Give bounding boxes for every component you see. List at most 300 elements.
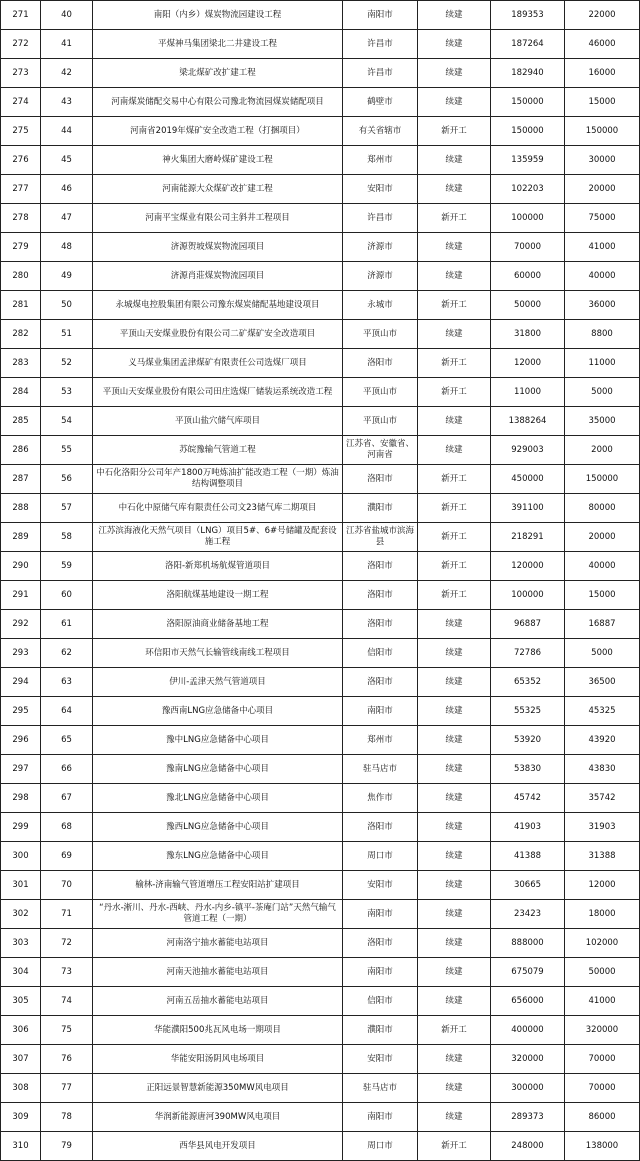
total-investment-cell: 41388 [491,842,565,871]
location-cell: 许昌市 [343,59,418,88]
project-name-cell: 伊川-孟津天然气管道项目 [93,668,343,697]
table-row [1,320,640,349]
serial-cell: 297 [1,755,41,784]
total-investment-cell: 150000 [491,88,565,117]
total-investment-cell: 11000 [491,378,565,407]
serial-cell: 308 [1,1074,41,1103]
total-investment-cell: 53830 [491,755,565,784]
location-cell: 安阳市 [343,175,418,204]
table-row [1,871,640,900]
construction-type-cell: 续建 [418,1103,491,1132]
project-name-cell: 义马煤业集团孟津煤矿有限责任公司选煤厂项目 [93,349,343,378]
annual-plan-cell: 138000 [565,1132,640,1161]
construction-type-cell: 续建 [418,436,491,465]
serial-cell: 271 [1,1,41,30]
category-number-cell: 44 [41,117,93,146]
project-name-cell: 南阳（内乡）煤炭物流园建设工程 [93,1,343,30]
construction-type-cell: 续建 [418,1074,491,1103]
location-cell: 平顶山市 [343,320,418,349]
table-row [1,88,640,117]
total-investment-cell: 135959 [491,146,565,175]
category-number-cell: 66 [41,755,93,784]
total-investment-cell: 100000 [491,581,565,610]
project-name-cell: 西华县风电开发项目 [93,1132,343,1161]
serial-cell: 298 [1,784,41,813]
location-cell: 许昌市 [343,204,418,233]
serial-cell: 307 [1,1045,41,1074]
annual-plan-cell: 15000 [565,88,640,117]
location-cell: 濮阳市 [343,1016,418,1045]
location-cell: 许昌市 [343,30,418,59]
location-cell: 周口市 [343,1132,418,1161]
location-cell: 信阳市 [343,639,418,668]
serial-cell: 302 [1,900,41,929]
category-number-cell: 65 [41,726,93,755]
serial-cell: 280 [1,262,41,291]
construction-type-cell: 续建 [418,726,491,755]
project-name-cell: 洛阳原油商业储备基地工程 [93,610,343,639]
annual-plan-cell: 16887 [565,610,640,639]
total-investment-cell: 182940 [491,59,565,88]
project-name-cell: 梁北煤矿改扩建工程 [93,59,343,88]
category-number-cell: 71 [41,900,93,929]
table-row [1,233,640,262]
location-cell: 郑州市 [343,726,418,755]
construction-type-cell: 续建 [418,88,491,117]
serial-cell: 296 [1,726,41,755]
annual-plan-cell: 2000 [565,436,640,465]
category-number-cell: 51 [41,320,93,349]
total-investment-cell: 929003 [491,436,565,465]
project-name-cell: 河南省2019年煤矿安全改造工程（打捆项目） [93,117,343,146]
annual-plan-cell: 40000 [565,262,640,291]
table-row [1,755,640,784]
annual-plan-cell: 5000 [565,378,640,407]
serial-cell: 287 [1,465,41,494]
location-cell: 南阳市 [343,958,418,987]
annual-plan-cell: 35000 [565,407,640,436]
location-cell: 平顶山市 [343,407,418,436]
serial-cell: 286 [1,436,41,465]
total-investment-cell: 41903 [491,813,565,842]
category-number-cell: 48 [41,233,93,262]
location-cell: 永城市 [343,291,418,320]
total-investment-cell: 72786 [491,639,565,668]
table-row [1,407,640,436]
annual-plan-cell: 20000 [565,175,640,204]
location-cell: 南阳市 [343,1,418,30]
project-name-cell: 平顶山天安煤业股份有限公司田庄选煤厂储装运系统改造工程 [93,378,343,407]
annual-plan-cell: 320000 [565,1016,640,1045]
project-name-cell: 豫北LNG应急储备中心项目 [93,784,343,813]
category-number-cell: 52 [41,349,93,378]
category-number-cell: 40 [41,1,93,30]
location-cell: 焦作市 [343,784,418,813]
total-investment-cell: 289373 [491,1103,565,1132]
total-investment-cell: 656000 [491,987,565,1016]
construction-type-cell: 续建 [418,813,491,842]
construction-type-cell: 新开工 [418,523,491,552]
table-row [1,436,640,465]
project-name-cell: 中石化洛阳分公司年产1800万吨炼油扩能改造工程（一期）炼油结构调整项目 [93,465,343,494]
location-cell: 洛阳市 [343,349,418,378]
location-cell: 江苏省盐城市滨海县 [343,523,418,552]
category-number-cell: 68 [41,813,93,842]
table-row [1,639,640,668]
total-investment-cell: 300000 [491,1074,565,1103]
total-investment-cell: 400000 [491,1016,565,1045]
construction-type-cell: 新开工 [418,581,491,610]
total-investment-cell: 100000 [491,204,565,233]
annual-plan-cell: 15000 [565,581,640,610]
project-name-cell: 河南天池抽水蓄能电站项目 [93,958,343,987]
category-number-cell: 47 [41,204,93,233]
construction-type-cell: 新开工 [418,349,491,378]
location-cell: 平顶山市 [343,378,418,407]
serial-cell: 295 [1,697,41,726]
table-row [1,494,640,523]
construction-type-cell: 新开工 [418,117,491,146]
location-cell: 洛阳市 [343,552,418,581]
construction-type-cell: 续建 [418,755,491,784]
table-row [1,610,640,639]
category-number-cell: 49 [41,262,93,291]
table-row [1,30,640,59]
construction-type-cell: 续建 [418,929,491,958]
annual-plan-cell: 43920 [565,726,640,755]
total-investment-cell: 391100 [491,494,565,523]
location-cell: 安阳市 [343,1045,418,1074]
total-investment-cell: 12000 [491,349,565,378]
annual-plan-cell: 12000 [565,871,640,900]
total-investment-cell: 96887 [491,610,565,639]
construction-type-cell: 续建 [418,1,491,30]
annual-plan-cell: 70000 [565,1045,640,1074]
location-cell: 鹤壁市 [343,88,418,117]
annual-plan-cell: 80000 [565,494,640,523]
construction-type-cell: 新开工 [418,204,491,233]
total-investment-cell: 189353 [491,1,565,30]
serial-cell: 300 [1,842,41,871]
total-investment-cell: 187264 [491,30,565,59]
category-number-cell: 67 [41,784,93,813]
annual-plan-cell: 5000 [565,639,640,668]
table-row [1,813,640,842]
category-number-cell: 70 [41,871,93,900]
category-number-cell: 58 [41,523,93,552]
serial-cell: 301 [1,871,41,900]
annual-plan-cell: 8800 [565,320,640,349]
project-name-cell: 华能安阳汤阴风电场项目 [93,1045,343,1074]
location-cell: 驻马店市 [343,1074,418,1103]
annual-plan-cell: 43830 [565,755,640,784]
total-investment-cell: 102203 [491,175,565,204]
construction-type-cell: 续建 [418,1045,491,1074]
annual-plan-cell: 31388 [565,842,640,871]
annual-plan-cell: 75000 [565,204,640,233]
location-cell: 洛阳市 [343,929,418,958]
total-investment-cell: 1388264 [491,407,565,436]
location-cell: 周口市 [343,842,418,871]
location-cell: 洛阳市 [343,610,418,639]
category-number-cell: 55 [41,436,93,465]
project-name-cell: 苏皖豫输气管道工程 [93,436,343,465]
serial-cell: 283 [1,349,41,378]
total-investment-cell: 23423 [491,900,565,929]
table-row [1,1045,640,1074]
table-row [1,552,640,581]
construction-type-cell: 新开工 [418,1132,491,1161]
construction-type-cell: 续建 [418,958,491,987]
serial-cell: 290 [1,552,41,581]
construction-type-cell: 续建 [418,175,491,204]
category-number-cell: 59 [41,552,93,581]
construction-type-cell: 续建 [418,900,491,929]
category-number-cell: 43 [41,88,93,117]
project-name-cell: 豫中LNG应急储备中心项目 [93,726,343,755]
table-row [1,1016,640,1045]
location-cell: 南阳市 [343,697,418,726]
category-number-cell: 60 [41,581,93,610]
total-investment-cell: 70000 [491,233,565,262]
category-number-cell: 73 [41,958,93,987]
table-row [1,900,640,929]
table-row [1,1103,640,1132]
project-name-cell: 华能濮阳500兆瓦风电场一期项目 [93,1016,343,1045]
project-name-cell: 河南煤炭储配交易中心有限公司豫北物流园煤炭储配项目 [93,88,343,117]
project-table-body [1,1,640,1161]
serial-cell: 310 [1,1132,41,1161]
serial-cell: 303 [1,929,41,958]
serial-cell: 279 [1,233,41,262]
project-name-cell: 济源肖莊煤炭物流园项目 [93,262,343,291]
category-number-cell: 75 [41,1016,93,1045]
category-number-cell: 74 [41,987,93,1016]
project-name-cell: 平煤神马集团梁北二井建设工程 [93,30,343,59]
serial-cell: 275 [1,117,41,146]
serial-cell: 292 [1,610,41,639]
serial-cell: 288 [1,494,41,523]
location-cell: 洛阳市 [343,813,418,842]
project-name-cell: 华润新能源唐河390MW风电项目 [93,1103,343,1132]
table-row [1,262,640,291]
project-name-cell: 中石化中原储气库有限责任公司文23储气库二期项目 [93,494,343,523]
category-number-cell: 61 [41,610,93,639]
serial-cell: 274 [1,88,41,117]
annual-plan-cell: 150000 [565,465,640,494]
total-investment-cell: 31800 [491,320,565,349]
table-row [1,378,640,407]
table-row [1,668,640,697]
project-name-cell: 洛阳-新郑机场航煤管道项目 [93,552,343,581]
project-name-cell: 河南平宝煤业有限公司主斜井工程项目 [93,204,343,233]
location-cell: 驻马店市 [343,755,418,784]
location-cell: 信阳市 [343,987,418,1016]
project-name-cell: 豫西南LNG应急储备中心项目 [93,697,343,726]
serial-cell: 293 [1,639,41,668]
total-investment-cell: 120000 [491,552,565,581]
construction-type-cell: 续建 [418,842,491,871]
annual-plan-cell: 18000 [565,900,640,929]
annual-plan-cell: 45325 [565,697,640,726]
annual-plan-cell: 102000 [565,929,640,958]
serial-cell: 299 [1,813,41,842]
table-row [1,842,640,871]
category-number-cell: 42 [41,59,93,88]
annual-plan-cell: 50000 [565,958,640,987]
project-name-cell: “丹水-淅川、丹水-西峡、丹水-内乡-镇平-茶庵门站”天然气输气管道工程（一期） [93,900,343,929]
serial-cell: 281 [1,291,41,320]
location-cell: 洛阳市 [343,465,418,494]
serial-cell: 282 [1,320,41,349]
project-name-cell: 平顶山天安煤业股份有限公司二矿煤矿安全改造项目 [93,320,343,349]
table-row [1,291,640,320]
category-number-cell: 72 [41,929,93,958]
serial-cell: 304 [1,958,41,987]
category-number-cell: 53 [41,378,93,407]
annual-plan-cell: 35742 [565,784,640,813]
location-cell: 济源市 [343,233,418,262]
serial-cell: 294 [1,668,41,697]
project-name-cell: 正阳远景智慧新能源350MW风电项目 [93,1074,343,1103]
table-row [1,726,640,755]
serial-cell: 309 [1,1103,41,1132]
construction-type-cell: 续建 [418,639,491,668]
location-cell: 郑州市 [343,146,418,175]
table-row [1,697,640,726]
project-name-cell: 永城煤电控股集团有限公司豫东煤炭储配基地建设项目 [93,291,343,320]
annual-plan-cell: 20000 [565,523,640,552]
total-investment-cell: 248000 [491,1132,565,1161]
annual-plan-cell: 31903 [565,813,640,842]
total-investment-cell: 45742 [491,784,565,813]
project-name-cell: 榆林-济南输气管道增压工程安阳站扩建项目 [93,871,343,900]
construction-type-cell: 续建 [418,30,491,59]
total-investment-cell: 675079 [491,958,565,987]
construction-type-cell: 续建 [418,320,491,349]
serial-cell: 306 [1,1016,41,1045]
table-row [1,1074,640,1103]
table-row [1,929,640,958]
serial-cell: 285 [1,407,41,436]
category-number-cell: 45 [41,146,93,175]
annual-plan-cell: 36500 [565,668,640,697]
location-cell: 南阳市 [343,1103,418,1132]
table-row [1,784,640,813]
category-number-cell: 77 [41,1074,93,1103]
category-number-cell: 76 [41,1045,93,1074]
total-investment-cell: 65352 [491,668,565,697]
project-name-cell: 河南洛宁抽水蓄能电站项目 [93,929,343,958]
annual-plan-cell: 70000 [565,1074,640,1103]
project-name-cell: 豫南LNG应急储备中心项目 [93,755,343,784]
construction-type-cell: 新开工 [418,291,491,320]
total-investment-cell: 50000 [491,291,565,320]
table-row [1,581,640,610]
location-cell: 南阳市 [343,900,418,929]
category-number-cell: 57 [41,494,93,523]
construction-type-cell: 续建 [418,146,491,175]
serial-cell: 276 [1,146,41,175]
location-cell: 江苏省、安徽省、河南省 [343,436,418,465]
annual-plan-cell: 150000 [565,117,640,146]
category-number-cell: 69 [41,842,93,871]
serial-cell: 273 [1,59,41,88]
table-row [1,523,640,552]
category-number-cell: 63 [41,668,93,697]
construction-type-cell: 新开工 [418,552,491,581]
construction-type-cell: 新开工 [418,494,491,523]
construction-type-cell: 续建 [418,610,491,639]
category-number-cell: 62 [41,639,93,668]
project-name-cell: 豫西LNG应急储备中心项目 [93,813,343,842]
serial-cell: 289 [1,523,41,552]
total-investment-cell: 888000 [491,929,565,958]
annual-plan-cell: 40000 [565,552,640,581]
total-investment-cell: 320000 [491,1045,565,1074]
construction-type-cell: 续建 [418,262,491,291]
table-row [1,175,640,204]
total-investment-cell: 55325 [491,697,565,726]
annual-plan-cell: 11000 [565,349,640,378]
construction-type-cell: 续建 [418,987,491,1016]
annual-plan-cell: 86000 [565,1103,640,1132]
annual-plan-cell: 30000 [565,146,640,175]
table-row [1,146,640,175]
construction-type-cell: 新开工 [418,1016,491,1045]
project-name-cell: 济源贺坡煤炭物流园项目 [93,233,343,262]
serial-cell: 291 [1,581,41,610]
serial-cell: 272 [1,30,41,59]
project-name-cell: 河南能源大众煤矿改扩建工程 [93,175,343,204]
annual-plan-cell: 41000 [565,987,640,1016]
location-cell: 濮阳市 [343,494,418,523]
location-cell: 济源市 [343,262,418,291]
table-row [1,1,640,30]
construction-type-cell: 新开工 [418,465,491,494]
total-investment-cell: 450000 [491,465,565,494]
table-row [1,117,640,146]
table-row [1,987,640,1016]
construction-type-cell: 续建 [418,871,491,900]
table-row [1,204,640,233]
construction-type-cell: 续建 [418,697,491,726]
annual-plan-cell: 36000 [565,291,640,320]
construction-type-cell: 续建 [418,668,491,697]
category-number-cell: 56 [41,465,93,494]
project-name-cell: 豫东LNG应急储备中心项目 [93,842,343,871]
construction-type-cell: 续建 [418,784,491,813]
location-cell: 洛阳市 [343,668,418,697]
annual-plan-cell: 22000 [565,1,640,30]
serial-cell: 277 [1,175,41,204]
construction-type-cell: 新开工 [418,378,491,407]
construction-type-cell: 续建 [418,233,491,262]
category-number-cell: 78 [41,1103,93,1132]
category-number-cell: 50 [41,291,93,320]
total-investment-cell: 218291 [491,523,565,552]
category-number-cell: 54 [41,407,93,436]
table-row [1,1132,640,1161]
annual-plan-cell: 41000 [565,233,640,262]
project-name-cell: 江苏滨海液化天然气项目（LNG）项目5#、6#号储罐及配套设施工程 [93,523,343,552]
project-name-cell: 洛阳航煤基地建设一期工程 [93,581,343,610]
total-investment-cell: 150000 [491,117,565,146]
total-investment-cell: 60000 [491,262,565,291]
serial-cell: 305 [1,987,41,1016]
annual-plan-cell: 46000 [565,30,640,59]
table-row [1,958,640,987]
